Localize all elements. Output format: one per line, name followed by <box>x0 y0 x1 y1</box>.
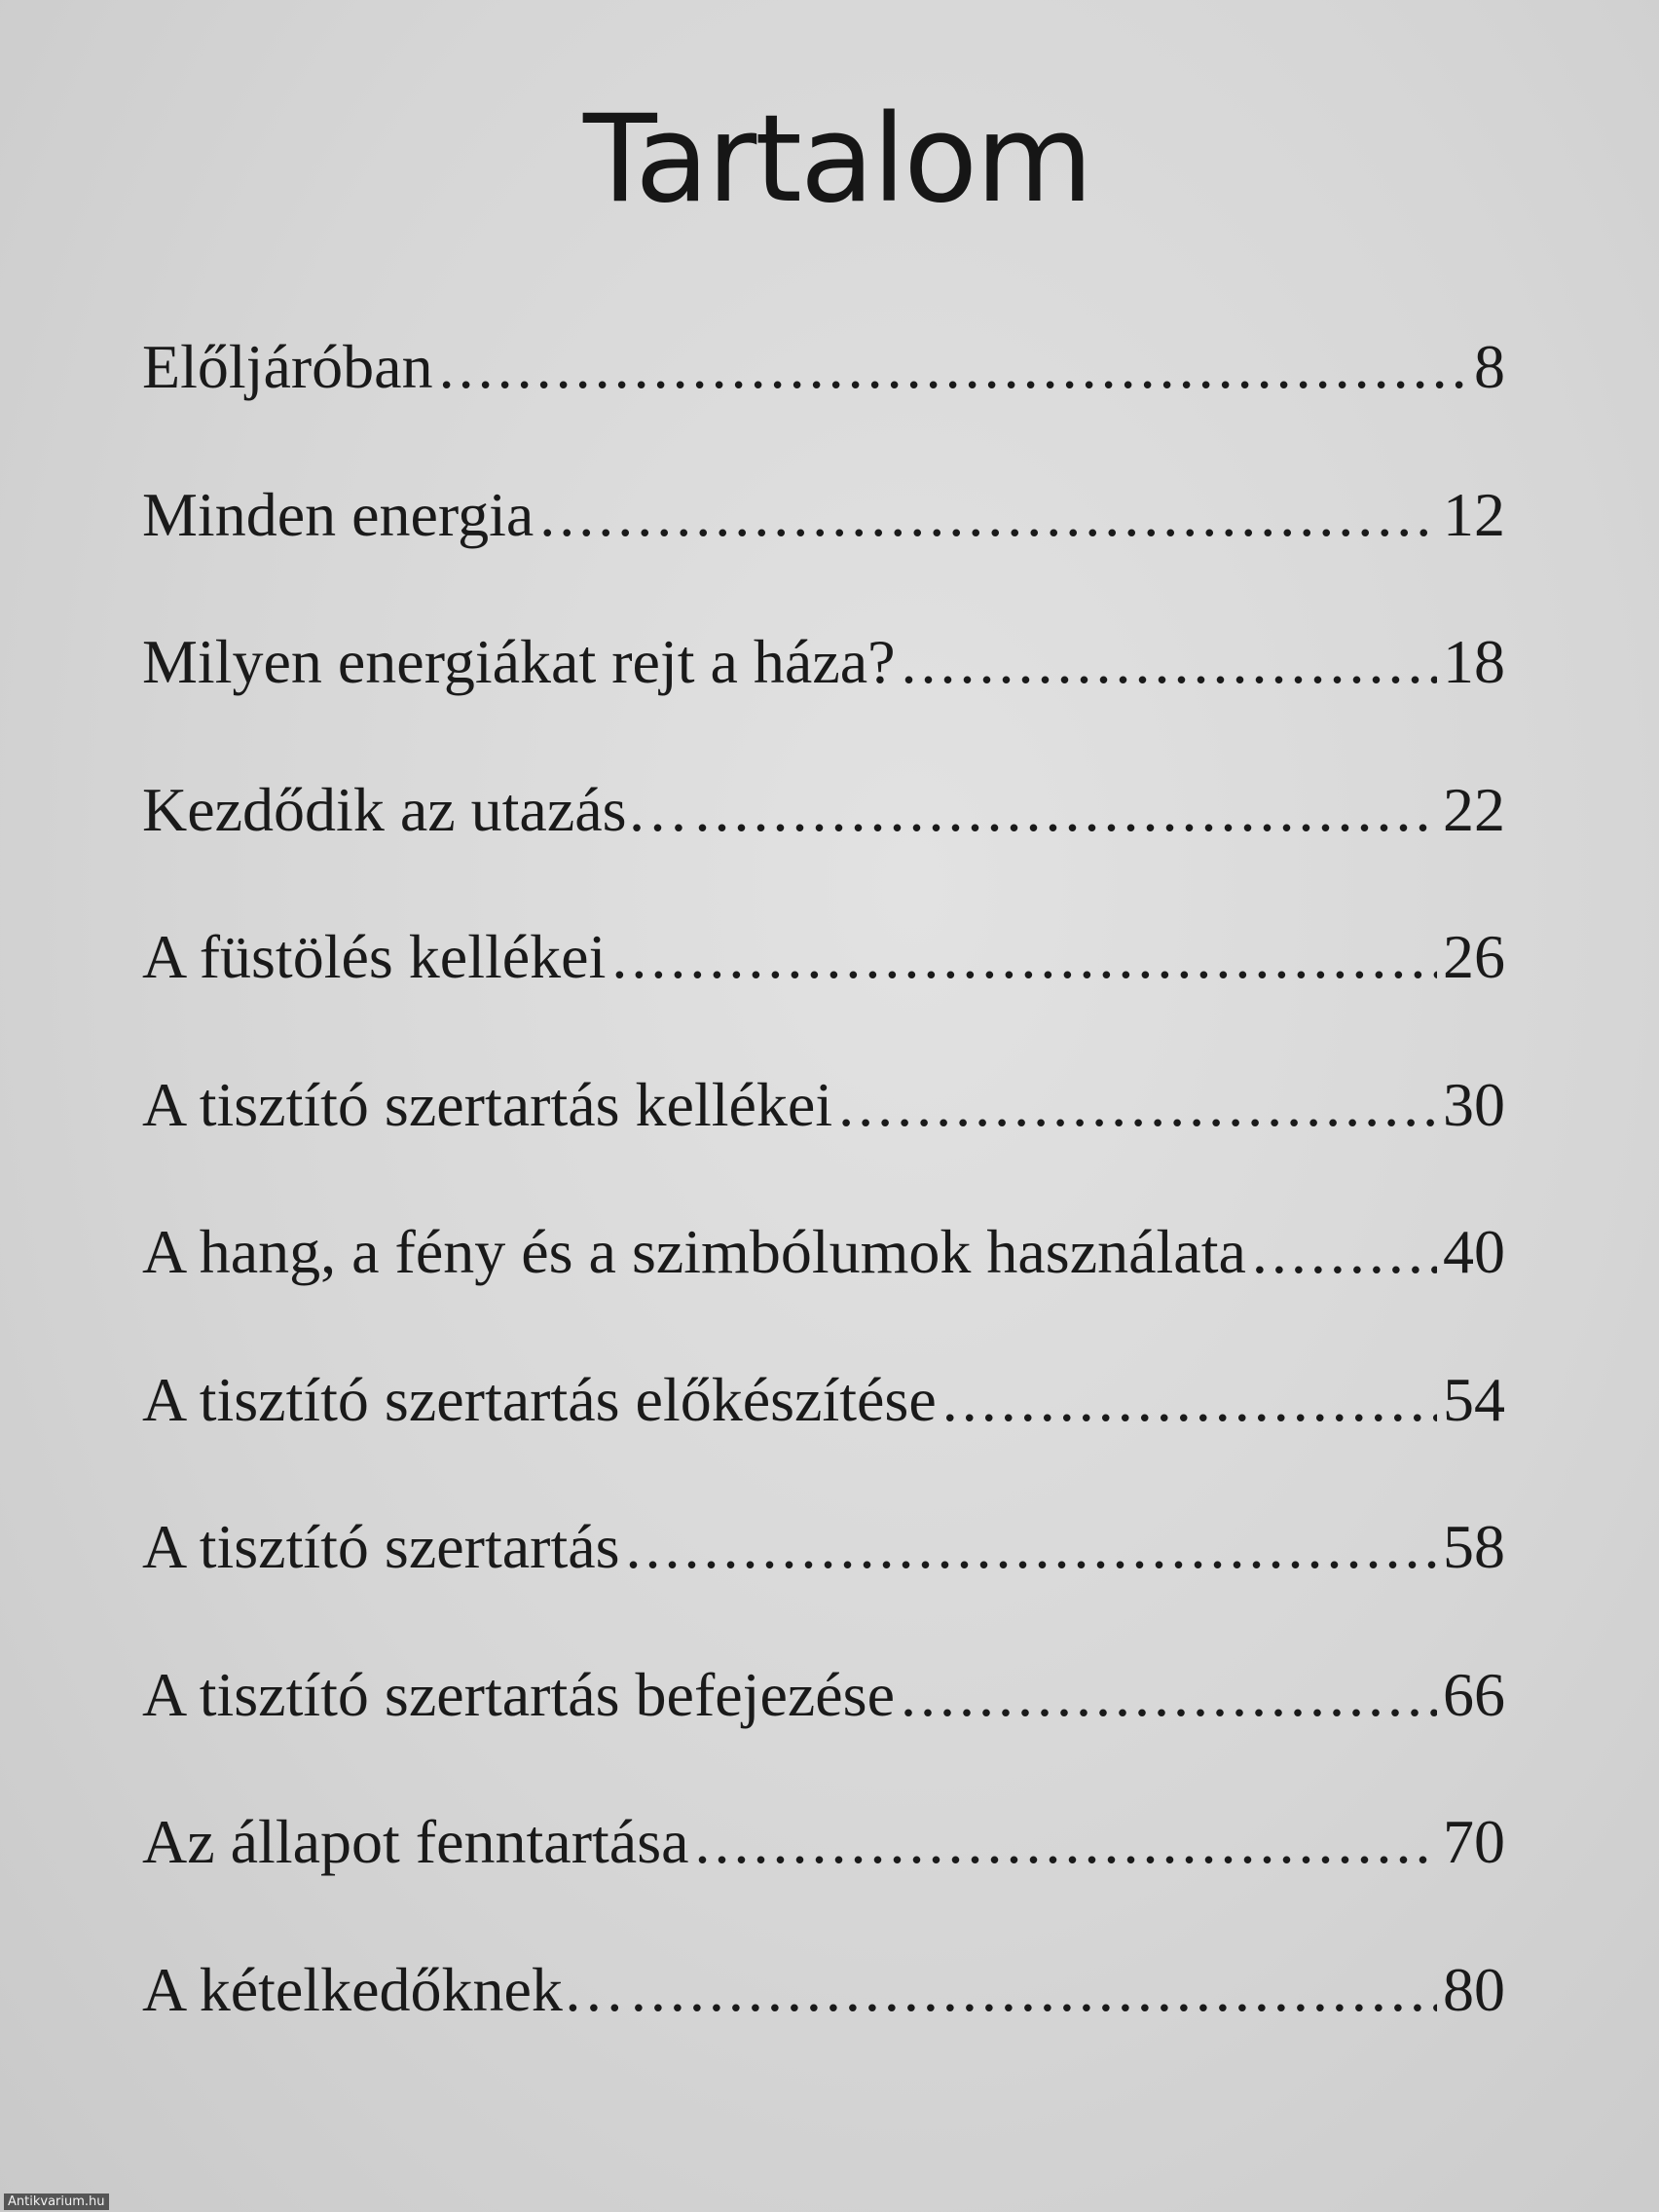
toc-entry-page: 70 <box>1443 1807 1505 1876</box>
toc-entry <box>142 1216 1505 1364</box>
toc-entry <box>142 1069 1505 1217</box>
dot-leader <box>611 921 1437 993</box>
dot-leader <box>695 1806 1438 1878</box>
toc-entry-title: Előljáróban <box>142 332 433 401</box>
toc-entry-title: A tisztító szertartás kellékei <box>142 1069 833 1139</box>
toc-entry-page: 80 <box>1443 1954 1505 2024</box>
toc-entry-title: A hang, a fény és a szimbólumok használata <box>142 1217 1246 1286</box>
dot-leader <box>838 1069 1437 1141</box>
toc-entry <box>142 331 1505 479</box>
dot-leader <box>631 1954 1437 2026</box>
toc-entry-page: 26 <box>1443 922 1505 991</box>
toc-entry-page: 30 <box>1443 1069 1505 1139</box>
toc-entry-title: Kezdődik az utazás… <box>142 774 689 844</box>
toc-entry <box>142 1954 1505 2102</box>
toc-entry-page: 66 <box>1443 1659 1505 1729</box>
page-title: Tartalom <box>583 90 1091 230</box>
toc-entry-page: 40 <box>1443 1217 1505 1286</box>
dot-leader <box>942 1364 1437 1436</box>
toc-entry <box>142 1806 1505 1954</box>
toc-entry-page: 54 <box>1443 1364 1505 1434</box>
toc-entry-page: 18 <box>1443 627 1505 696</box>
toc-entry-title: Milyen energiákat rejt a háza? <box>142 627 896 696</box>
toc-entry-title: A tisztító szertartás befejezése <box>142 1659 895 1729</box>
dot-leader <box>1252 1216 1437 1288</box>
table-of-contents <box>142 331 1505 2101</box>
toc-entry-title: A tisztító szertartás előkészítése <box>142 1364 937 1434</box>
toc-entry-page: 22 <box>1443 774 1505 844</box>
dot-leader <box>626 1511 1437 1583</box>
toc-entry-title: A kételkedőknek… <box>142 1954 625 2024</box>
dot-leader <box>695 774 1437 846</box>
dot-leader <box>539 479 1437 551</box>
toc-entry-page: 12 <box>1443 479 1505 549</box>
toc-entry-title: A füstölés kellékei <box>142 922 607 991</box>
toc-entry-page: 58 <box>1443 1512 1505 1581</box>
toc-entry <box>142 626 1505 774</box>
toc-entry <box>142 479 1505 627</box>
toc-entry <box>142 1364 1505 1512</box>
toc-entry-title: Minden energia <box>142 479 535 549</box>
toc-entry-title: Az állapot fenntartása <box>142 1807 689 1876</box>
toc-entry-title: A tisztító szertartás <box>142 1512 620 1581</box>
watermark: Antikvarium.hu <box>4 2194 109 2210</box>
toc-entry <box>142 1511 1505 1659</box>
dot-leader <box>902 626 1437 698</box>
toc-entry <box>142 921 1505 1069</box>
dot-leader <box>439 331 1468 403</box>
toc-entry <box>142 774 1505 922</box>
toc-entry-page: 8 <box>1474 332 1505 401</box>
dot-leader <box>901 1659 1437 1731</box>
toc-entry <box>142 1659 1505 1807</box>
